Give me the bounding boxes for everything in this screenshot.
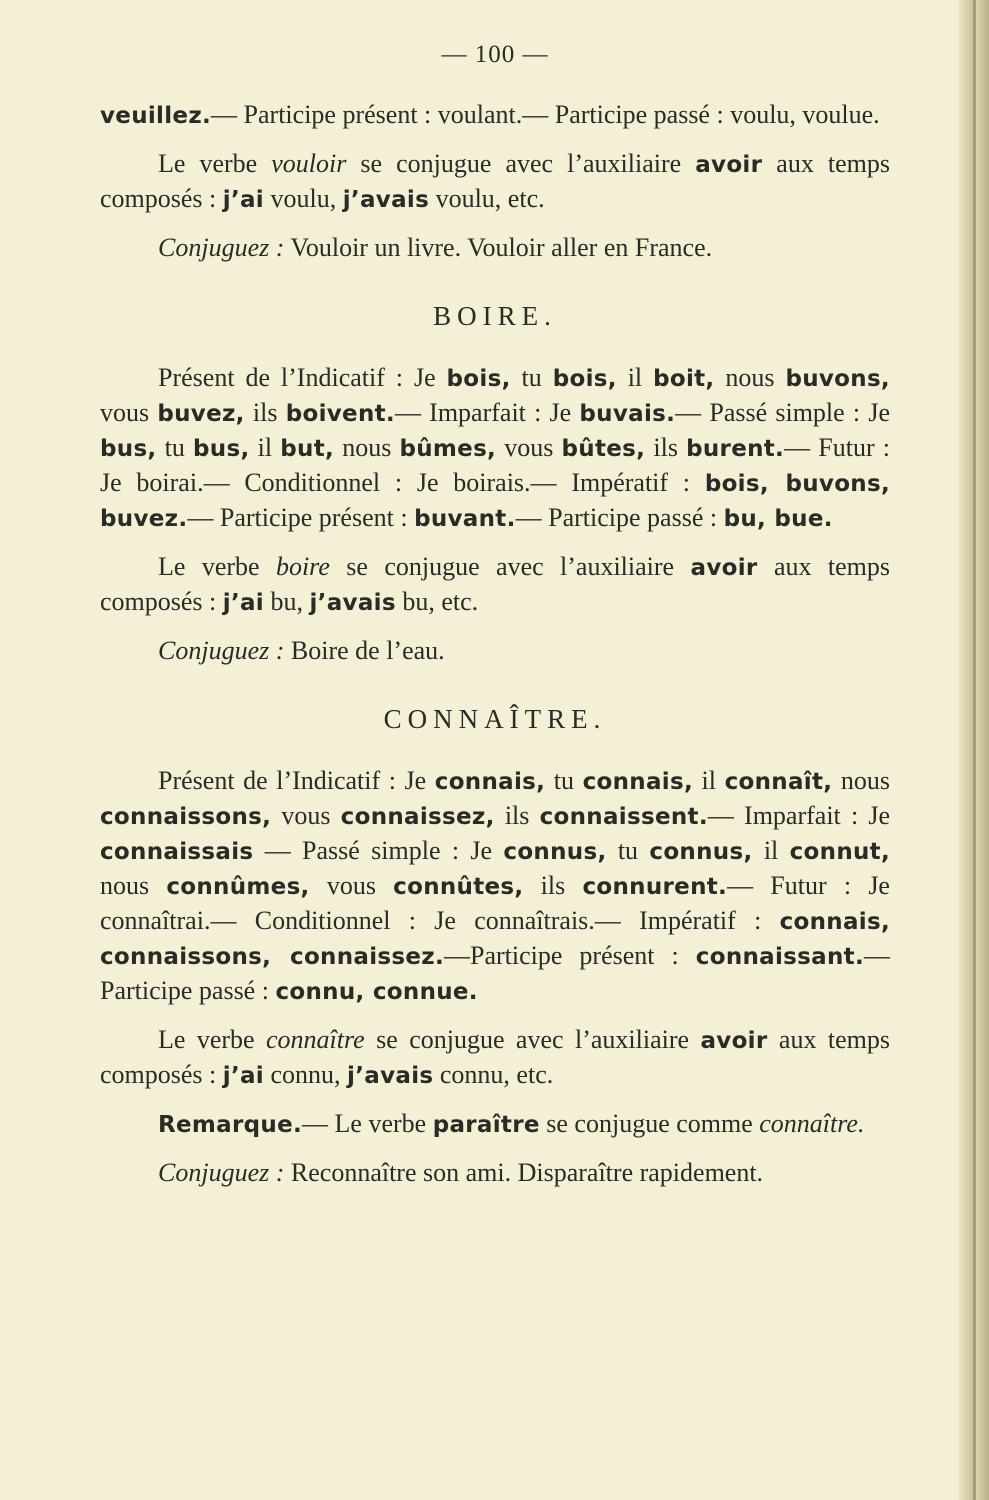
paragraph-vouloir-exercise: Conjuguez : Vouloir un livre. Vouloir aller en France. — [158, 233, 713, 262]
paragraph-vouloir-auxiliary: Le verbe vouloir se conjugue avec l’auxiliaire avoir aux temps composés : j’ai voulu, j’avais voulu, etc. — [100, 149, 890, 213]
section-title-connaitre: CONNAÎTRE. — [383, 704, 607, 734]
paragraph-connaitre-conjugation: Présent de l’Indicatif : Je connais, tu connais, il connaît, nous connaissons, vous connaissez, ils connaissent.— Imparfait : Je connaissais — Passé simple : Je connus, tu connus, il connut, nous connûmes, vous connûtes, ils connurent.— Futur : Je connaîtrai.— Conditionnel : Je connaîtrais.— Impératif : connais, connaissons, connaissez.—Participe présent : connaissant.— Participe passé : connu, connue. — [100, 766, 890, 1005]
section-title-boire: BOIRE. — [433, 301, 557, 331]
page-number: — 100 — — [441, 41, 549, 68]
paragraph-boire-auxiliary: Le verbe boire se conjugue avec l’auxiliaire avoir aux temps composés : j’ai bu, j’avais bu, etc. — [100, 552, 890, 616]
page-binding-edge — [959, 0, 989, 1500]
paragraph-boire-exercise: Conjuguez : Boire de l’eau. — [158, 636, 445, 665]
paragraph-vouloir-participles: veuillez.— Participe présent : voulant.— Participe passé : voulu, voulue. — [100, 100, 880, 129]
paragraph-boire-conjugation: Présent de l’Indicatif : Je bois, tu bois, il boit, nous buvons, vous buvez, ils boivent.— Imparfait : Je buvais.— Passé simple : Je bus, tu bus, il but, nous bûmes, vous bûtes, ils burent.— Futur : Je boirai.— Conditionnel : Je boirais.— Impératif : bois, buvons, buvez.— Participe présent : buvant.— Participe passé : bu, bue. — [100, 363, 891, 532]
paragraph-connaitre-exercise: Conjuguez : Reconnaître son ami. Disparaître rapidement. — [158, 1158, 764, 1187]
paragraph-remarque: Remarque.— Le verbe paraître se conjugue comme connaître. — [158, 1109, 865, 1138]
paragraph-connaitre-auxiliary: Le verbe connaître se conjugue avec l’auxiliaire avoir aux temps composés : j’ai connu, j’avais connu, etc. — [100, 1025, 890, 1089]
page-content — [100, 38, 890, 1204]
